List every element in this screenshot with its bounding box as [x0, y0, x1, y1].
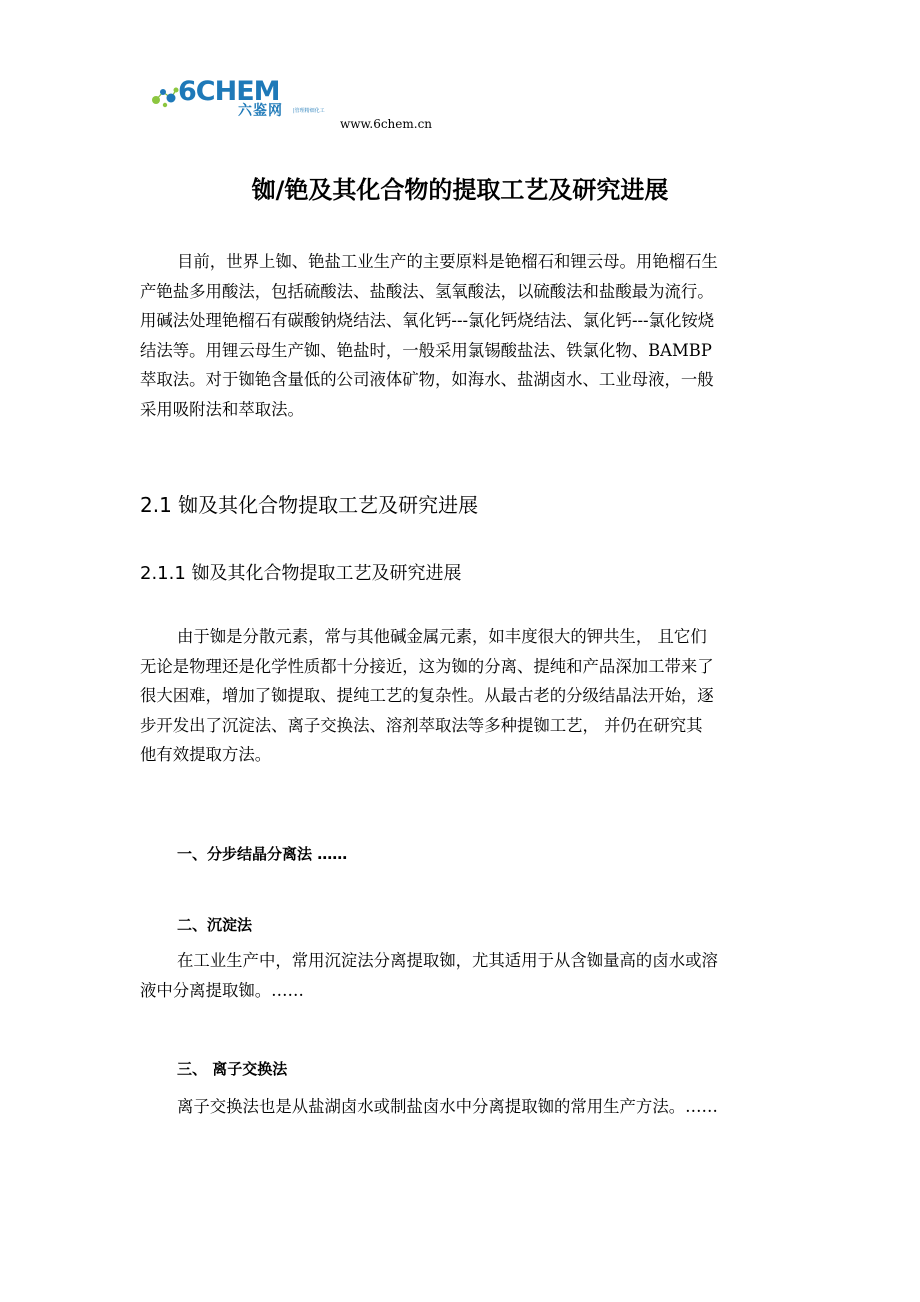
- method-2-heading: 二、沉淀法: [177, 916, 253, 934]
- logo-chinese-name: 六鉴网: [238, 103, 283, 119]
- text-line: 用碱法处理铯榴石有碳酸钠烧结法、氧化钙---氯化钙烧结法、氯化钙---氯化铵烧: [140, 311, 715, 330]
- text-line: 由于铷是分散元素，常与其他碱金属元素，如丰度很大的钾共生， 且它们: [177, 627, 707, 646]
- section-heading-2-1-1: 2.1.1 铷及其化合物提取工艺及研究进展: [140, 563, 462, 584]
- text-line: 步开发出了沉淀法、离子交换法、溶剂萃取法等多种提铷工艺， 并仍在研究其: [140, 715, 703, 735]
- text-line: 无论是物理还是化学性质都十分接近，这为铷的分离、提纯和产品深加工带来了: [140, 656, 714, 676]
- text-line: 采用吸附法和萃取法。: [140, 399, 304, 419]
- site-url[interactable]: www.6chem.cn: [340, 117, 433, 131]
- site-logo[interactable]: [150, 76, 325, 124]
- document-title: 铷/铯及其化合物的提取工艺及研究进展: [251, 176, 669, 204]
- intro-paragraph: [140, 247, 795, 424]
- text-line: 在工业生产中，常用沉淀法分离提取铷，尤其适用于从含铷量高的卤水或溶: [177, 951, 718, 970]
- method-3-heading: 三、 离子交换法: [177, 1060, 288, 1078]
- method-3-paragraph: [140, 1092, 795, 1122]
- molecule-icon: [150, 82, 180, 112]
- text-line: 目前，世界上铷、铯盐工业生产的主要原料是铯榴石和锂云母。用铯榴石生: [177, 252, 718, 271]
- text-line: 产铯盐多用酸法，包括硫酸法、盐酸法、氢氧酸法，以硫酸法和盐酸最为流行。: [140, 281, 714, 301]
- section-heading-2-1: 2.1 铷及其化合物提取工艺及研究进展: [140, 493, 479, 517]
- text-line: 很大困难，增加了铷提取、提纯工艺的复杂性。从最古老的分级结晶法开始，逐: [140, 686, 714, 705]
- method-2-paragraph: [140, 946, 795, 1005]
- logo-tagline: |管理精细化工: [293, 108, 325, 114]
- logo-wordmark: 6CHEM: [178, 76, 280, 107]
- text-line: 离子交换法也是从盐湖卤水或制盐卤水中分离提取铷的常用生产方法。……: [177, 1097, 718, 1116]
- body-paragraph: [140, 622, 795, 770]
- method-1-heading: 一、分步结晶分离法 ……: [177, 845, 348, 863]
- text-line: 结法等。用锂云母生产铷、铯盐时，一般采用氯锡酸盐法、铁氯化物、BAMBP: [140, 340, 712, 360]
- text-line: 他有效提取方法。: [140, 745, 272, 764]
- text-line: 萃取法。对于铷铯含量低的公司液体矿物，如海水、盐湖卤水、工业母液，一般: [140, 370, 714, 389]
- text-line: 液中分离提取铷。……: [140, 980, 304, 1000]
